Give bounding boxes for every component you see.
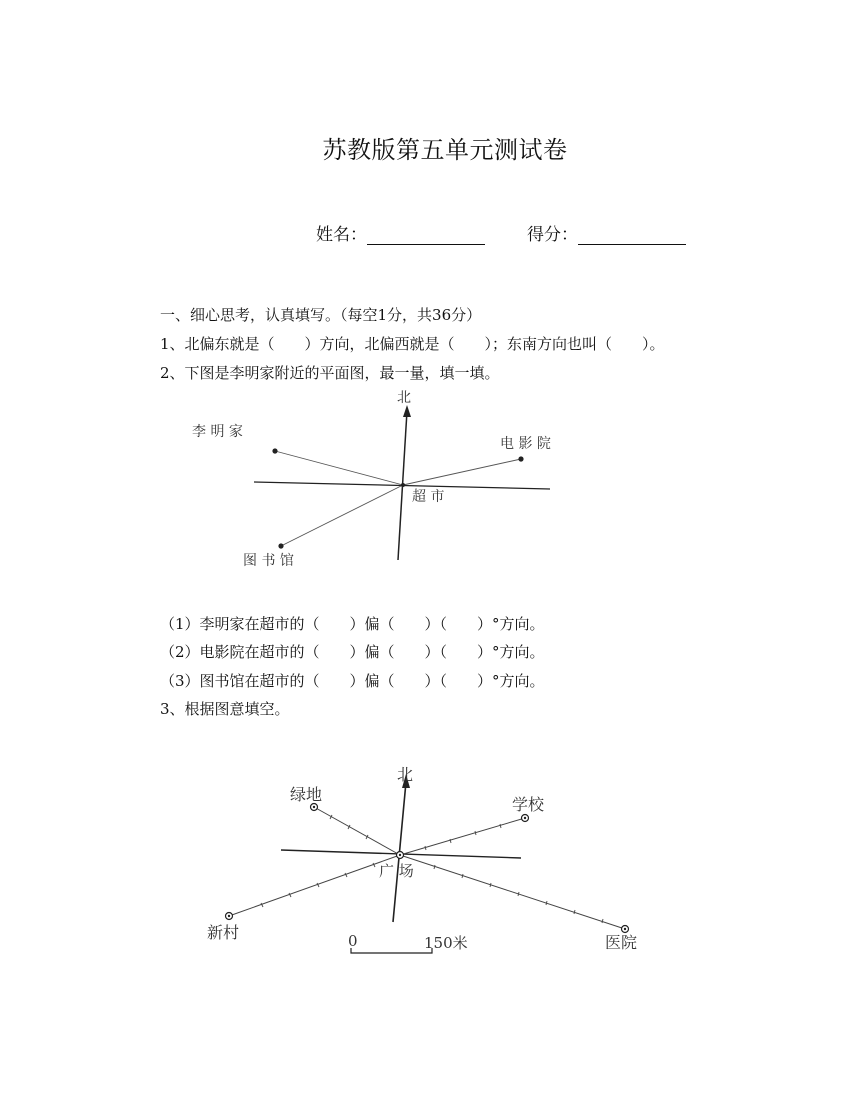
line-to-lvdi [314, 807, 400, 855]
question-3: 3、根据图意填空。 [160, 700, 290, 718]
question-2-sub-2: （2）电影院在超市的（ ）偏（ ）（ ）°方向。 [160, 643, 545, 661]
line-to-dianyingyuan [403, 459, 521, 485]
line-to-xuexiao [400, 818, 525, 855]
question-2: 2、下图是李明家附近的平面图，最一量，填一填。 [160, 364, 500, 382]
question-2-sub-3: （3）图书馆在超市的（ ）偏（ ）（ ）°方向。 [160, 672, 545, 690]
line-to-yiyuan [400, 855, 625, 929]
xincun-label: 新村 [207, 923, 240, 942]
scale-zero-label: 0 [348, 932, 358, 950]
plaza-label: 广 场 [379, 862, 414, 880]
north-label: 北 [397, 390, 411, 406]
name-label: 姓名： [316, 225, 367, 245]
limingjia-dot [272, 448, 277, 453]
page-title: 苏教版第五单元测试卷 [322, 136, 568, 164]
supermarket-dot [401, 483, 405, 487]
name-blank[interactable] [367, 226, 485, 245]
section1-heading: 一、细心思考，认真填写。（每空1分，共36分） [160, 306, 482, 324]
north-label: 北 [397, 765, 414, 784]
question-1: 1、北偏东就是（ ）方向，北偏西就是（ ）；东南方向也叫（ ）。 [160, 335, 665, 353]
score-blank[interactable] [578, 226, 686, 245]
dianyingyuan-label: 电 影 院 [500, 436, 551, 452]
tushuguan-dot [278, 543, 283, 548]
neighborhood-map [150, 385, 590, 585]
score-label: 得分： [527, 225, 578, 245]
limingjia-label: 李 明 家 [192, 424, 243, 440]
xuexiao-label: 学校 [512, 795, 545, 814]
plaza-map [195, 760, 665, 960]
scale-value-label: 150米 [424, 934, 468, 952]
supermarket-label: 超 市 [412, 489, 445, 505]
score-field [527, 220, 686, 245]
name-field [316, 220, 485, 245]
line-to-limingjia [275, 451, 403, 485]
tushuguan-label: 图 书 馆 [243, 553, 294, 569]
north-arrow-icon [403, 405, 411, 417]
lvdi-label: 绿地 [290, 785, 323, 804]
dianyingyuan-dot [518, 456, 523, 461]
tick-marks [261, 815, 603, 923]
question-2-sub-1: （1）李明家在超市的（ ）偏（ ）（ ）°方向。 [160, 615, 545, 633]
scale-bar [351, 948, 432, 953]
line-to-xincun [229, 855, 400, 916]
line-to-tushuguan [281, 485, 403, 546]
yiyuan-label: 医院 [605, 933, 638, 952]
